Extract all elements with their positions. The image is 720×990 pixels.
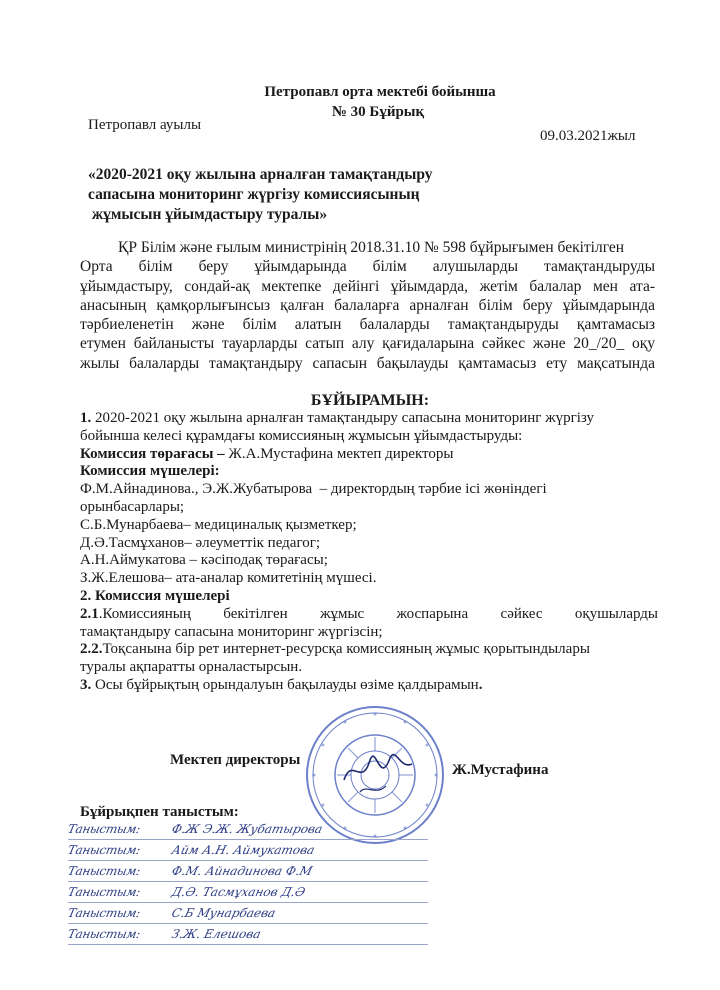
underline: [68, 944, 428, 945]
order-number: № 30 Бұйрық: [331, 104, 425, 120]
preamble-line: анасының қамқорлығынсыз қалған балаларға арналған білім беру ұйымдарында: [80, 296, 655, 314]
item-end-dot: .: [478, 676, 483, 693]
director-name: Ж.Мустафина: [452, 762, 549, 778]
acknowledgement-row: [68, 927, 428, 947]
item-text: .Комиссияның бекітілген жұмыс жоспарына сәйкес оқушыларды: [98, 605, 658, 622]
member-line: Д.Ә.Тасмұханов– әлеуметтік педагог;: [80, 534, 321, 551]
order-heading: БҰЙЫРАМЫН:: [310, 392, 430, 409]
preamble: [80, 238, 655, 373]
subject-line: «2020-2021 оқу жылына арналған тамақтандыру: [88, 166, 433, 183]
school-heading: Петропавл орта мектебі бойынша: [264, 84, 496, 100]
item-number: 3.: [80, 676, 92, 693]
ack-label: Таныстым:: [66, 843, 142, 857]
underline: [68, 839, 428, 840]
acknowledgement-row: [68, 885, 428, 905]
ack-label: Таныстым:: [66, 864, 142, 878]
director-title: Мектеп директоры: [170, 752, 301, 768]
ack-label: Таныстым:: [66, 822, 142, 836]
member-line: Ф.М.Айнадинова., Э.Ж.Жубатырова – директордың тәрбие ісі жөніндегі: [80, 481, 547, 498]
village-name: Петропавл ауылы: [88, 117, 202, 133]
item-text: Осы бұйрықтың орындалуын бақылауды өзіме қалдырамын: [91, 676, 479, 693]
subject-line: сапасына мониторинг жүргізу комиссиясының: [88, 186, 420, 203]
chair-label: Комиссия төрағасы –: [80, 445, 225, 462]
member-line: С.Б.Мунарбаева– медициналық қызметкер;: [80, 516, 357, 533]
preamble-line: ҚР Білім және ғылым министрінің 2018.31.10 № 598 бұйрығымен бекітілген: [118, 239, 625, 256]
ack-label: Таныстым:: [66, 885, 142, 899]
item-text: тамақтандыру сапасына мониторинг жүргізсін;: [80, 623, 383, 640]
ack-name: С.Б Мунарбаева: [170, 906, 277, 920]
item-number: 2.1: [80, 605, 99, 622]
underline: [68, 902, 428, 903]
acknowledgement-heading: Бұйрықпен таныстым:: [80, 804, 239, 820]
preamble-line: тәрбиеленетін және білім алатын балаларды тамақтандыруды қамтамасыз: [80, 316, 655, 334]
members-label: Комиссия мүшелері:: [80, 463, 220, 480]
ack-name: Д.Ә. Тасмұханов Д.Ә: [170, 885, 307, 899]
member-line: З.Ж.Елешова– ата-аналар комитетінің мүшесі.: [80, 570, 377, 587]
acknowledgement-row: [68, 906, 428, 926]
ack-name: Ф.М. Айнадинова Ф.М: [170, 864, 314, 878]
item-number: 2.2.: [80, 641, 103, 658]
member-line: А.Н.Аймукатова – кәсіподақ төрағасы;: [80, 552, 328, 569]
subject-line: жұмысын ұйымдастыру туралы»: [88, 206, 328, 223]
item-text: туралы ақпаратты орналастырсын.: [80, 659, 303, 676]
underline: [68, 881, 428, 882]
ack-name: Айм А.Н. Аймукатова: [170, 843, 316, 857]
ack-name: Ф.Ж Э.Ж. Жубатырова: [170, 822, 324, 836]
acknowledgement-row: [68, 864, 428, 884]
preamble-line: етумен байланысты тауарларды сатып алу қағидаларына сәйкес және 20_/20_ оқу: [80, 335, 655, 353]
preamble-line: ұйымдастыру, сондай-ақ мектепке дейінгі ұйымдарда, жетім балалар мен ата-: [80, 277, 655, 295]
item-text: 2020-2021 оқу жылына арналған тамақтандыру сапасына мониторинг жүргізу: [91, 410, 594, 426]
order-date: 09.03.2021жыл: [540, 128, 636, 144]
ack-name: З.Ж. Елешова: [170, 927, 263, 941]
item-text: Тоқсанына бір рет интернет-ресурсқа комиссияның жұмыс қорытындылары: [102, 641, 590, 658]
item-text: бойынша келесі құрамдағы комиссияның жұмысын ұйымдастыруды:: [80, 427, 523, 444]
preamble-line: жылы балаларды тамақтандыру сапасын бақылауды қамтамасыз ету мақсатында: [80, 354, 655, 372]
order-subject: [88, 165, 508, 225]
chair-value: Ж.А.Мустафина мектеп директоры: [224, 445, 454, 462]
acknowledgement-row: [68, 843, 428, 863]
member-line: орынбасарлары;: [80, 498, 185, 515]
order-items: [80, 410, 658, 695]
underline: [68, 860, 428, 861]
ack-label: Таныстым:: [66, 927, 142, 941]
item-heading: 2. Комиссия мүшелері: [80, 587, 230, 604]
item-number: 1.: [80, 410, 92, 426]
ack-label: Таныстым:: [66, 906, 142, 920]
underline: [68, 923, 428, 924]
acknowledgement-row: [68, 822, 428, 842]
preamble-line: Орта білім беру ұйымдарында білім алушыларды тамақтандыруды: [80, 258, 655, 276]
